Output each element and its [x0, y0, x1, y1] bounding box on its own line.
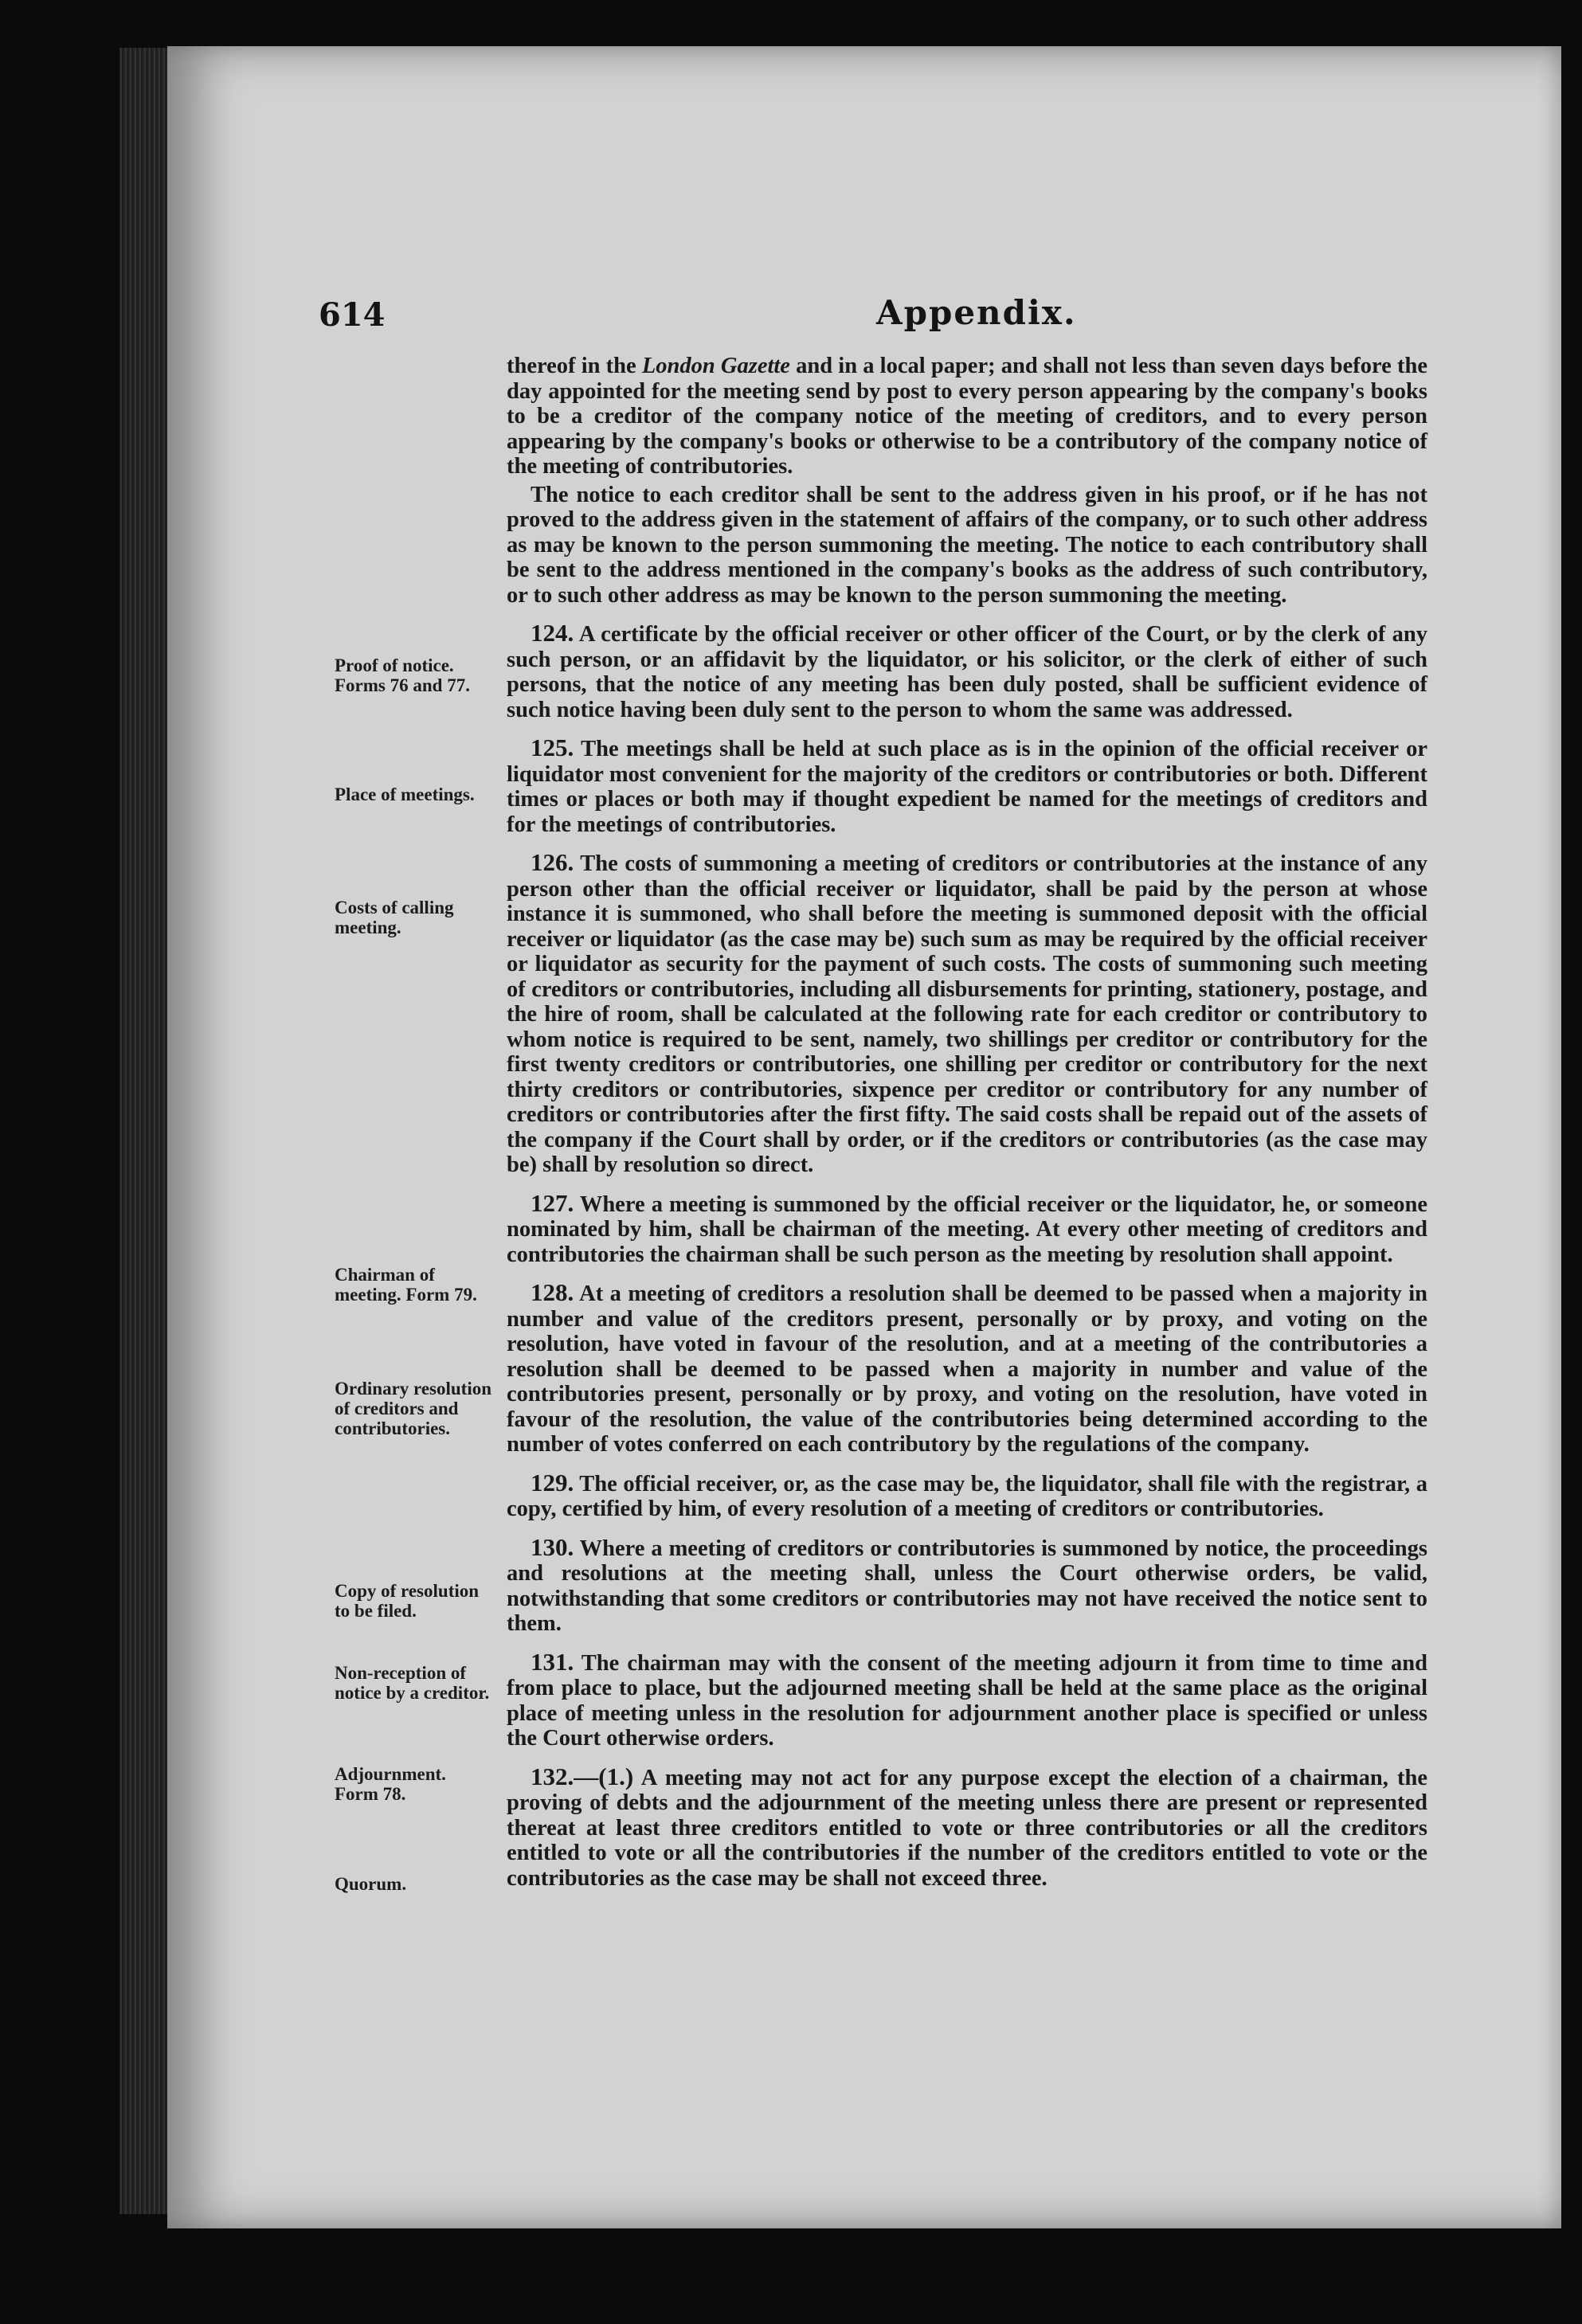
section-text: The chairman may with the consent of the meeting adjourn it from time to time and from place to place, but the adjourned meeting shall be held at the same place as the original place of meeting unless in the resolution for adjournment another place is specified or unless the Court otherwise orders. — [507, 1650, 1427, 1751]
section-126 — [507, 850, 1427, 1178]
section-text: A meeting may not act for any purpose except the election of a chairman, the proving of debts and the adjournment of the meeting unless there are present or represented thereat at least three creditors entitled to vote or three contributories or all the creditors entitled to vote or all the contributories if the number of the creditors entitled to vote or the contributories as the case may be shall not exceed three. — [507, 1765, 1428, 1891]
section-128 — [507, 1280, 1427, 1457]
section-text: The meetings shall be held at such place as is in the opinion of the official receiver or liquidator most convenient for the majority of the creditors or contributories or both. Different times or places or both may if thought expedient be named for the meetings of creditors and for the meetings of contributories. — [507, 737, 1427, 837]
section-130 — [507, 1532, 1427, 1637]
section-number: 127. — [531, 1188, 574, 1217]
section-number: 129. — [531, 1468, 574, 1497]
section-125 — [507, 735, 1427, 837]
section-text: Where a meeting of creditors or contributories is summoned by notice, the proceedings and resolutions at the meeting shall, unless the Court otherwise orders, be valid, notwithstanding that some creditors or contributories may not have received the notice sent to them. — [507, 1536, 1427, 1636]
section-number: 128. — [531, 1278, 574, 1306]
section-number: 126. — [531, 848, 574, 876]
section-text: Where a meeting is summoned by the official receiver or the liquidator, he, or someone nominated by him, shall be chairman of the meeting. At every other meeting of creditors and contributories the chairman shall be such person as the meeting by resolution shall appoint. — [507, 1191, 1427, 1267]
section-number: 124. — [531, 619, 574, 647]
continuation-text-post: and in a local paper; and shall not less than seven days before the day appointed for the meeting send by post to every person appearing by the company's books to be a creditor of the company notice of the meeting of creditors, and to every person appearing by the company's books or otherwise to be a contributory of the company notice of the meeting of contributories. — [507, 354, 1427, 479]
section-number: 131. — [531, 1647, 574, 1676]
margin-note-costs-of-calling: Costs of calling meeting. — [335, 898, 454, 937]
section-number: 125. — [531, 734, 574, 761]
section-132 — [507, 1764, 1427, 1892]
margin-note-quorum: Quorum. — [335, 1874, 407, 1894]
continuation-italic: London Gazette — [641, 354, 790, 378]
section-text: At a meeting of creditors a resolution shall be deemed to be passed when a majority in number and value of the creditors present, personally or by proxy, and voting on the resolution, have voted in favour of the resolution, and at a meeting of the contributories a resolution shall be deemed to be passed when a majority in number and value of the contributories present, personally or by proxy, and voting on the resolution, have voted in favour of the resolution, the value of the contributories being determined according to the number of votes conferred on each contributory by the regulations of the company. — [507, 1281, 1427, 1457]
section-127 — [507, 1188, 1427, 1268]
continuation-paragraph — [507, 354, 1427, 479]
notice-paragraph: The notice to each creditor shall be sent to the address given in his proof, or if he has not proved to the address given in the statement of affairs of the company, or to such other address as may be known to the person summoning the meeting. The notice to each contributory shall be sent to the address mentioned in the company's books as the address of such contributory, or to such other address as may be known to the person summoning the meeting. — [507, 482, 1427, 608]
running-head: Appendix. — [876, 293, 1077, 332]
section-number: 132.—(1.) — [531, 1762, 634, 1790]
margin-note-ordinary-resolution: Ordinary resolution of creditors and contributories. — [335, 1379, 492, 1438]
margin-note-copy-of-resolution: Copy of resolution to be filed. — [335, 1581, 480, 1621]
section-text: The official receiver, or, as the case may be, the liquidator, shall file with the registrar, a copy, certified by him, of every resolution of a meeting of creditors or contributories. — [507, 1471, 1427, 1521]
section-text: A certificate by the official receiver or other officer of the Court, or by the clerk of any such person, or an affidavit by the liquidator, or his solicitor, or the clerk of either of such persons, that the notice of any meeting has been duly posted, shall be sufficient evidence of such notice having been duly sent to the person to whom the same was addressed. — [507, 622, 1427, 722]
section-number: 130. — [531, 1532, 574, 1561]
continuation-text-pre: thereof in the — [507, 354, 642, 378]
margin-note-non-reception: Non-reception of notice by a creditor. — [335, 1663, 490, 1703]
margin-note-place-of-meetings: Place of meetings. — [335, 784, 475, 804]
section-131 — [507, 1649, 1427, 1751]
section-text: The costs of summoning a meeting of creditors or contributories at the instance of any person other than the official receiver or liquidator, shall be paid by the person at whose instance it is summoned, who shall before the meeting is summoned deposit with the official receiver or liquidator (as the case may be) such sum as may be required by the official receiver or liquidator as security for the payment of such costs. The costs of summoning such meeting of creditors or contributories, including all disbursements for printing, stationery, postage, and the hire of room, shall be calculated at the following rate for each creditor or contributory to whom notice is required to be sent, namely, two shillings per creditor or contributory for the first twenty creditors or contributories, one shilling per creditor or contributory for the next thirty creditors or contributories, sixpence per creditor or contributory for any number of creditors or contributories after the first fifty. The said costs shall be repaid out of the assets of the company if the Court shall by order, or if the creditors or contributories (as the case may be) shall by resolution so direct. — [507, 851, 1427, 1177]
page-number: 614 — [319, 296, 386, 334]
margin-note-proof-of-notice: Proof of notice. Forms 76 and 77. — [335, 655, 470, 695]
section-129 — [507, 1470, 1427, 1522]
section-124 — [507, 620, 1427, 722]
page-body — [507, 354, 1427, 1903]
margin-note-adjournment: Adjournment. Form 78. — [335, 1764, 446, 1804]
margin-note-chairman: Chairman of meeting. Form 79. — [335, 1265, 477, 1305]
